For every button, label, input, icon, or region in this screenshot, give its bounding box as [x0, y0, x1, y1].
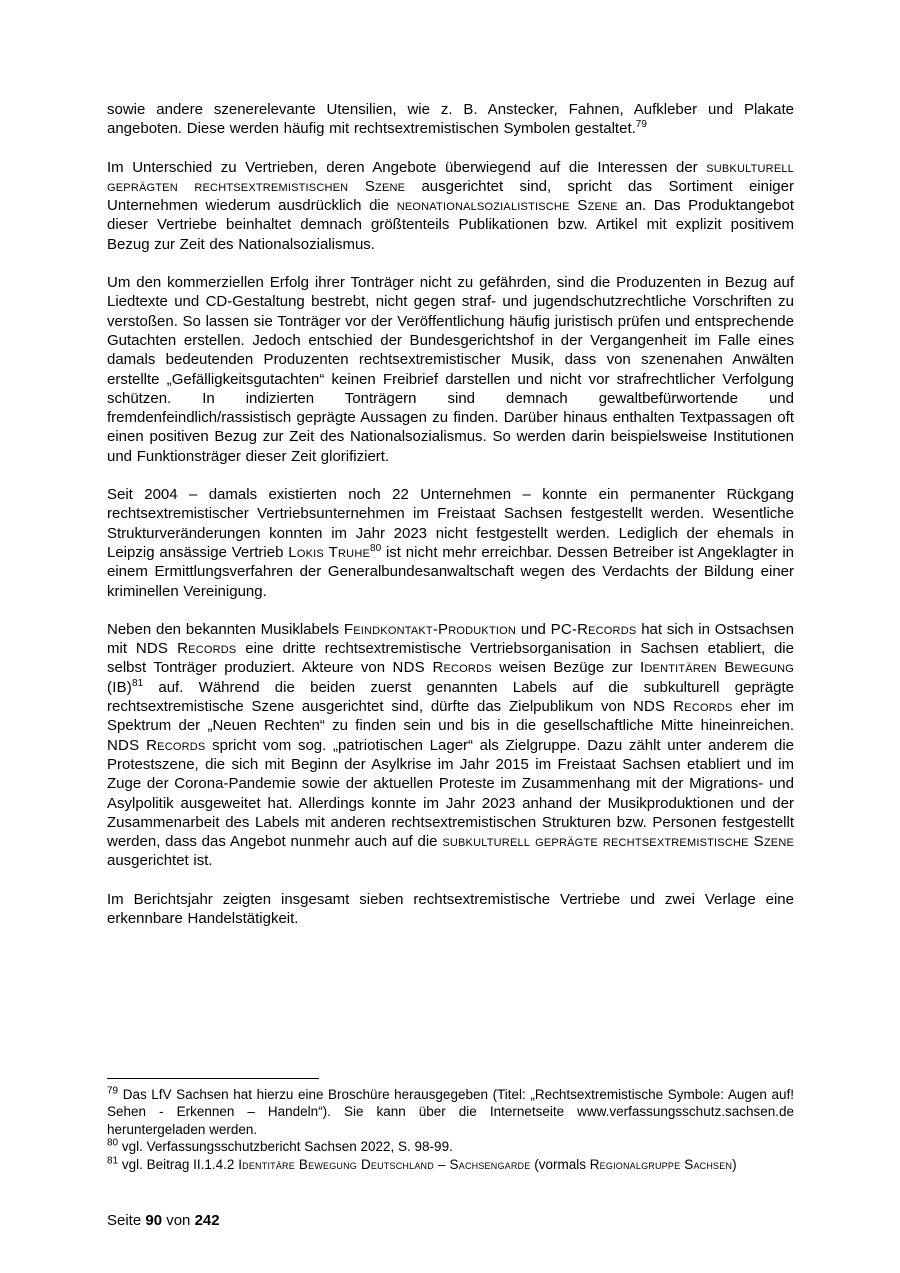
text-run: vgl. Verfassungsschutzbericht Sachsen 2022, S. 98-99. [118, 1139, 453, 1155]
text-run: ausgerichtet ist. [107, 852, 213, 870]
footnote-marker: 80 [107, 1137, 119, 1149]
footer-label-middle: von [162, 1212, 195, 1229]
small-caps-term: NDS Records [392, 659, 492, 677]
footnote-marker: 79 [107, 1085, 119, 1097]
text-run: weisen Bezüge zur [491, 659, 641, 677]
footnote [107, 1156, 794, 1173]
paragraph [107, 273, 794, 466]
text-run: Im Unterschied zu Vertrieben, deren Angebote überwiegend auf die Interessen der [107, 158, 707, 176]
footer-label-prefix: Seite [107, 1212, 146, 1229]
text-run: Seit 2004 – damals existierten noch 22 Unternehmen – konnte ein permanenter Rückgang rechtsextremistischer Vertriebsunternehmen im Freistaat Sachsen festgestellt werden. Wesentliche Strukturveränderungen konnten im Jahr 2023 nicht festgestellt werden. Lediglich der ehemals in Leipzig ansässige Vertrieb [107, 486, 794, 561]
text-run: (vormals [530, 1156, 590, 1172]
text-run: vgl. Beitrag II.1.4.2 [118, 1156, 239, 1172]
paragraph [107, 485, 794, 601]
footer-page-number: 90 [145, 1212, 163, 1229]
small-caps-term: Feindkontakt-Produktion [343, 620, 517, 638]
text-run: sowie andere szenerelevante Utensilien, wie z. B. Anstecker, Fahnen, Aufkleber und Plakate angeboten. Diese werden häufig mit rechtsextremistischen Symbolen gestaltet. [107, 101, 794, 138]
footnote-ref: 81 [131, 677, 144, 689]
text-run: Im Berichtsjahr zeigten insgesamt sieben rechtsextremistische Vertriebe und zwei Verlage eine erkennbare Handelstätigkeit. [107, 890, 794, 927]
text-run: spricht vom sog. „patriotischen Lager“ als Zielgruppe. Dazu zählt unter anderem die Protestszene, die sich mit Beginn der Asylkrise im Jahr 2015 im Freistaat Sachsen etabliert und im Zuge der Corona-Pandemie sowie der aktuellen Proteste im Zusammenhang mit der Migrations- und Asylpolitik ausgeweitet hat. Allerdings konnte im Jahr 2023 anhand der Musikproduktionen und der Zusammenarbeit des Labels mit anderen rechtsextremistischen Strukturen bzw. Personen festgestellt werden, dass das Angebot nunmehr auch auf die [107, 736, 794, 851]
paragraph [107, 100, 794, 139]
small-caps-term: NDS Records [632, 698, 733, 716]
text-run: ausgerichtet sind, spricht das Sortiment einiger Unternehmen wiederum ausdrücklich die [107, 177, 794, 215]
text-run: Das LfV Sachsen hat hierzu eine Broschüre herausgegeben (Titel: „Rechtsextremistische Symbole: Augen auf! Sehen - Erkennen – Handeln“). Sie kann über die Internetseite www.verfassungsschutz.sachsen.de heruntergeladen werden. [107, 1087, 794, 1137]
text-run: Um den kommerziellen Erfolg ihrer Tonträger nicht zu gefährden, sind die Produzenten in Bezug auf Liedtexte und CD-Gestaltung bestrebt, nicht gegen straf- und jugendschutzrechtliche Vorschriften zu verstoßen. So lassen sie Tonträger vor der Veröffentlichung häufig juristisch prüfen und entsprechende Gutachten erstellen. Jedoch entschied der Bundesgerichtshof in der Vergangenheit im Falle eines damals bedeutenden Produzenten rechtsextremistischer Musik, dass von szenenahen Anwälten erstellte „Gefälligkeitsgutachten“ keinen Freibrief darstellen und nicht vor strafrechtlicher Verfolgung schützen. In indizierten Tonträgern sind demnach gewaltbefürwortende und fremdenfeindlich/rassistisch geprägte Aussagen zu finden. Darüber hinaus enthalten Textpassagen oft einen positiven Bezug zur Zeit des Nationalsozialismus. So werden darin beispielsweise Institutionen und Funktionsträger dieser Zeit glorifiziert. [107, 274, 794, 465]
footer-total-pages: 242 [194, 1212, 220, 1229]
small-caps-term: subkulturell geprägte rechtsextremistische Szene [442, 833, 794, 851]
text-run: eine dritte rechtsextremistische Vertriebsorganisation in Sachsen etabliert, die selbst Tonträger produziert. Akteure von [107, 640, 794, 677]
text-run: eher im Spektrum der „Neuen Rechten“ zu finden sein und bis in die gesellschaftliche Mitte hineinreichen. [107, 698, 795, 735]
footnotes [107, 1086, 794, 1173]
text-run: auf. Während die beiden zuerst genannten Labels auf die subkulturell geprägte rechtsextremistische Szene ausgerichtet sind, dürfte das Zielpublikum von [107, 678, 794, 716]
small-caps-term: Lokis Truhe [288, 543, 371, 561]
footnote [107, 1138, 794, 1155]
small-caps-term: Regionalgruppe Sachsen [589, 1156, 733, 1172]
footnote-separator [107, 1078, 319, 1079]
body-paragraphs [107, 100, 794, 947]
small-caps-term: NDS Records [107, 736, 206, 754]
small-caps-term: Identitäre Bewegung Deutschland – Sachsengarde [238, 1156, 531, 1172]
text-run: Neben den bekannten Musiklabels [107, 620, 344, 638]
small-caps-term: NDS Records [135, 640, 237, 658]
small-caps-term: neonationalsozialistische Szene [396, 197, 618, 215]
text-run: ) [732, 1156, 737, 1172]
text-run: hat sich in Ostsachsen mit [107, 620, 794, 658]
text-run: und [516, 620, 551, 638]
small-caps-term: subkulturell geprägten rechtsextremistischen Szene [107, 158, 794, 195]
paragraph [107, 158, 794, 254]
footnote-ref: 80 [370, 542, 382, 554]
small-caps-term: Identitären Bewegung (IB) [107, 659, 795, 696]
small-caps-term: PC-Records [550, 620, 637, 638]
paragraph [107, 620, 794, 871]
page-footer [107, 1211, 220, 1230]
footnote-ref: 79 [635, 119, 647, 131]
footnote [107, 1086, 794, 1138]
text-run: ist nicht mehr erreichbar. Dessen Betreiber ist Angeklagter in einem Ermittlungsverfahren der Generalbundesanwaltschaft wegen des Verdachts der Bildung einer kriminellen Vereinigung. [107, 543, 794, 600]
paragraph [107, 890, 794, 929]
text-run: an. Das Produktangebot dieser Vertriebe beinhaltet demnach größtenteils Publikationen bzw. Artikel mit explizit positivem Bezug zur Zeit des Nationalsozialismus. [107, 197, 794, 253]
footnote-marker: 81 [107, 1155, 119, 1167]
